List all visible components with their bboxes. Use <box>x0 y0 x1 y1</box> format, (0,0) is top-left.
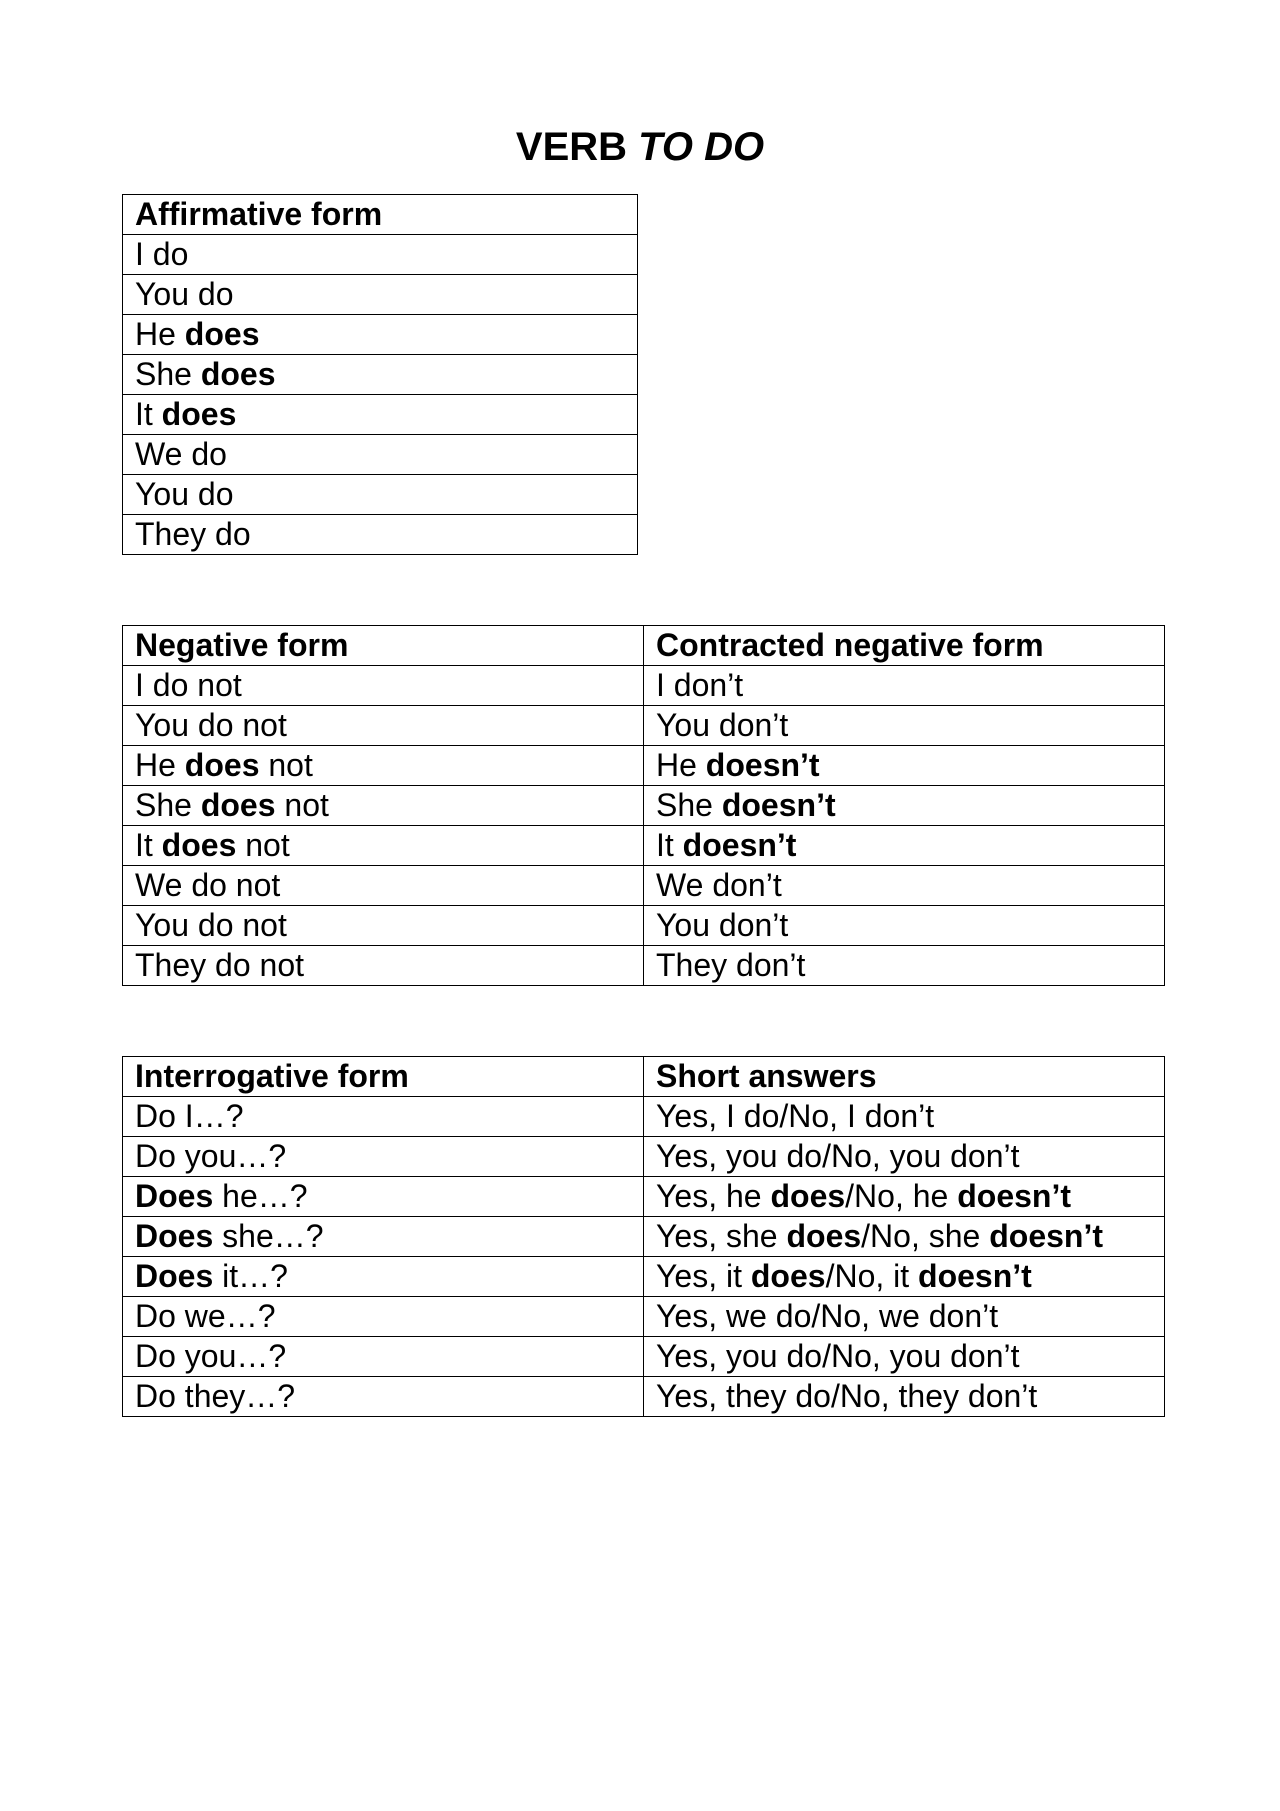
text: I don’t <box>656 667 744 703</box>
table-row <box>123 435 638 475</box>
table-header-row <box>123 195 638 235</box>
text: Do you…? <box>135 1138 287 1174</box>
table-cell <box>123 1377 644 1417</box>
bold-text: does <box>184 747 260 783</box>
text: It <box>135 396 162 432</box>
table-cell <box>123 475 638 515</box>
bold-text: doesn’t <box>682 827 797 863</box>
text: /No, she <box>861 1218 990 1254</box>
table-cell <box>123 275 638 315</box>
bold-text: does <box>200 356 276 392</box>
table-row <box>123 515 638 555</box>
text: Do they…? <box>135 1378 296 1414</box>
table-row <box>123 1177 1165 1217</box>
text: They do <box>135 516 251 552</box>
page-title <box>0 122 1280 172</box>
table-cell <box>123 826 644 866</box>
text: Do we…? <box>135 1298 276 1334</box>
table-row <box>123 475 638 515</box>
table-row <box>123 395 638 435</box>
bold-text: doesn’t <box>705 747 820 783</box>
text: She <box>135 356 201 392</box>
bold-text: Does <box>135 1178 214 1214</box>
text: I do <box>135 236 189 272</box>
text: Yes, it <box>656 1258 751 1294</box>
table-cell <box>644 1097 1165 1137</box>
text: it…? <box>213 1258 288 1294</box>
table-row <box>123 866 1165 906</box>
title-prefix: VERB <box>515 125 639 169</box>
text: /No, he <box>845 1178 958 1214</box>
table-cell <box>644 946 1165 986</box>
bold-text: Does <box>135 1218 214 1254</box>
text: Do I…? <box>135 1098 244 1134</box>
bold-text: does <box>184 316 260 352</box>
text: I do not <box>135 667 242 703</box>
table-row <box>123 1377 1165 1417</box>
table-row <box>123 275 638 315</box>
table-cell <box>123 746 644 786</box>
table-cell <box>123 1177 644 1217</box>
text: You do <box>135 476 234 512</box>
text: Yes, he <box>656 1178 771 1214</box>
text: Yes, they do/No, they don’t <box>656 1378 1038 1414</box>
table-cell <box>123 435 638 475</box>
table-cell <box>644 1337 1165 1377</box>
table-row <box>123 786 1165 826</box>
text: It <box>135 827 162 863</box>
table-cell <box>644 746 1165 786</box>
table-cell <box>644 1217 1165 1257</box>
table-cell <box>123 1097 644 1137</box>
table-row <box>123 706 1165 746</box>
table-row <box>123 826 1165 866</box>
negative-table <box>122 625 1165 986</box>
table-cell <box>123 1137 644 1177</box>
table-cell <box>644 1137 1165 1177</box>
text: not <box>259 747 313 783</box>
table-cell <box>644 866 1165 906</box>
table-cell <box>644 1177 1165 1217</box>
interrogative-table <box>122 1056 1165 1417</box>
text: You do <box>135 276 234 312</box>
text: We do not <box>135 867 281 903</box>
text: not <box>236 827 290 863</box>
table-cell <box>123 315 638 355</box>
table-cell <box>123 786 644 826</box>
text: You don’t <box>656 907 789 943</box>
bold-text: does <box>770 1178 846 1214</box>
text: Yes, you do/No, you don’t <box>656 1338 1020 1374</box>
text: she…? <box>213 1218 324 1254</box>
table-row <box>123 746 1165 786</box>
table-cell <box>123 355 638 395</box>
bold-text: does <box>786 1218 862 1254</box>
text: She <box>135 787 201 823</box>
table-row <box>123 1337 1165 1377</box>
table-cell <box>123 946 644 986</box>
table-row <box>123 666 1165 706</box>
short-answers-header: Short answers <box>644 1057 1165 1097</box>
text: he…? <box>213 1178 308 1214</box>
text: He <box>135 316 185 352</box>
text: We don’t <box>656 867 782 903</box>
title-italic: TO DO <box>638 125 765 169</box>
table-row <box>123 1217 1165 1257</box>
affirmative-table <box>122 194 638 555</box>
table-row <box>123 1097 1165 1137</box>
table-cell <box>123 706 644 746</box>
bold-text: Does <box>135 1258 214 1294</box>
table-cell <box>123 666 644 706</box>
text: They don’t <box>656 947 806 983</box>
table-cell <box>644 1257 1165 1297</box>
bold-text: doesn’t <box>989 1218 1103 1254</box>
text: You do not <box>135 707 287 743</box>
table-cell <box>644 1377 1165 1417</box>
table-cell <box>123 235 638 275</box>
bold-text: does <box>161 827 237 863</box>
table-cell <box>123 1337 644 1377</box>
table-cell <box>644 826 1165 866</box>
table-cell <box>123 395 638 435</box>
table-cell <box>644 906 1165 946</box>
text: You do not <box>135 907 287 943</box>
text: not <box>275 787 329 823</box>
bold-text: does <box>200 787 276 823</box>
bold-text: doesn’t <box>918 1258 1032 1294</box>
affirmative-header: Affirmative form <box>123 195 638 235</box>
text: Do you…? <box>135 1338 287 1374</box>
table-cell <box>644 786 1165 826</box>
bold-text: does <box>161 396 237 432</box>
table-row <box>123 1137 1165 1177</box>
table-cell <box>123 1257 644 1297</box>
table-cell <box>123 1217 644 1257</box>
table-row <box>123 1297 1165 1337</box>
text: Yes, she <box>656 1218 787 1254</box>
table-cell <box>644 666 1165 706</box>
table-cell <box>123 866 644 906</box>
table-cell <box>123 906 644 946</box>
table-cell <box>123 1297 644 1337</box>
bold-text: does <box>750 1258 826 1294</box>
text: We do <box>135 436 227 472</box>
table-row <box>123 1257 1165 1297</box>
table-cell <box>123 515 638 555</box>
table-header-row <box>123 626 1165 666</box>
table-header-row <box>123 1057 1165 1097</box>
table-row <box>123 315 638 355</box>
table-cell <box>644 706 1165 746</box>
table-row <box>123 355 638 395</box>
text: Yes, you do/No, you don’t <box>656 1138 1020 1174</box>
text: They do not <box>135 947 304 983</box>
text: She <box>656 787 722 823</box>
table-row <box>123 946 1165 986</box>
text: /No, it <box>825 1258 919 1294</box>
bold-text: doesn’t <box>721 787 836 823</box>
text: Yes, I do/No, I don’t <box>656 1098 935 1134</box>
text: He <box>135 747 185 783</box>
table-cell <box>644 1297 1165 1337</box>
text: It <box>656 827 683 863</box>
text: Yes, we do/No, we don’t <box>656 1298 999 1334</box>
text: You don’t <box>656 707 789 743</box>
text: He <box>656 747 706 783</box>
interrogative-header: Interrogative form <box>123 1057 644 1097</box>
bold-text: doesn’t <box>957 1178 1071 1214</box>
table-row <box>123 235 638 275</box>
table-row <box>123 906 1165 946</box>
contracted-negative-header: Contracted negative form <box>644 626 1165 666</box>
negative-header: Negative form <box>123 626 644 666</box>
